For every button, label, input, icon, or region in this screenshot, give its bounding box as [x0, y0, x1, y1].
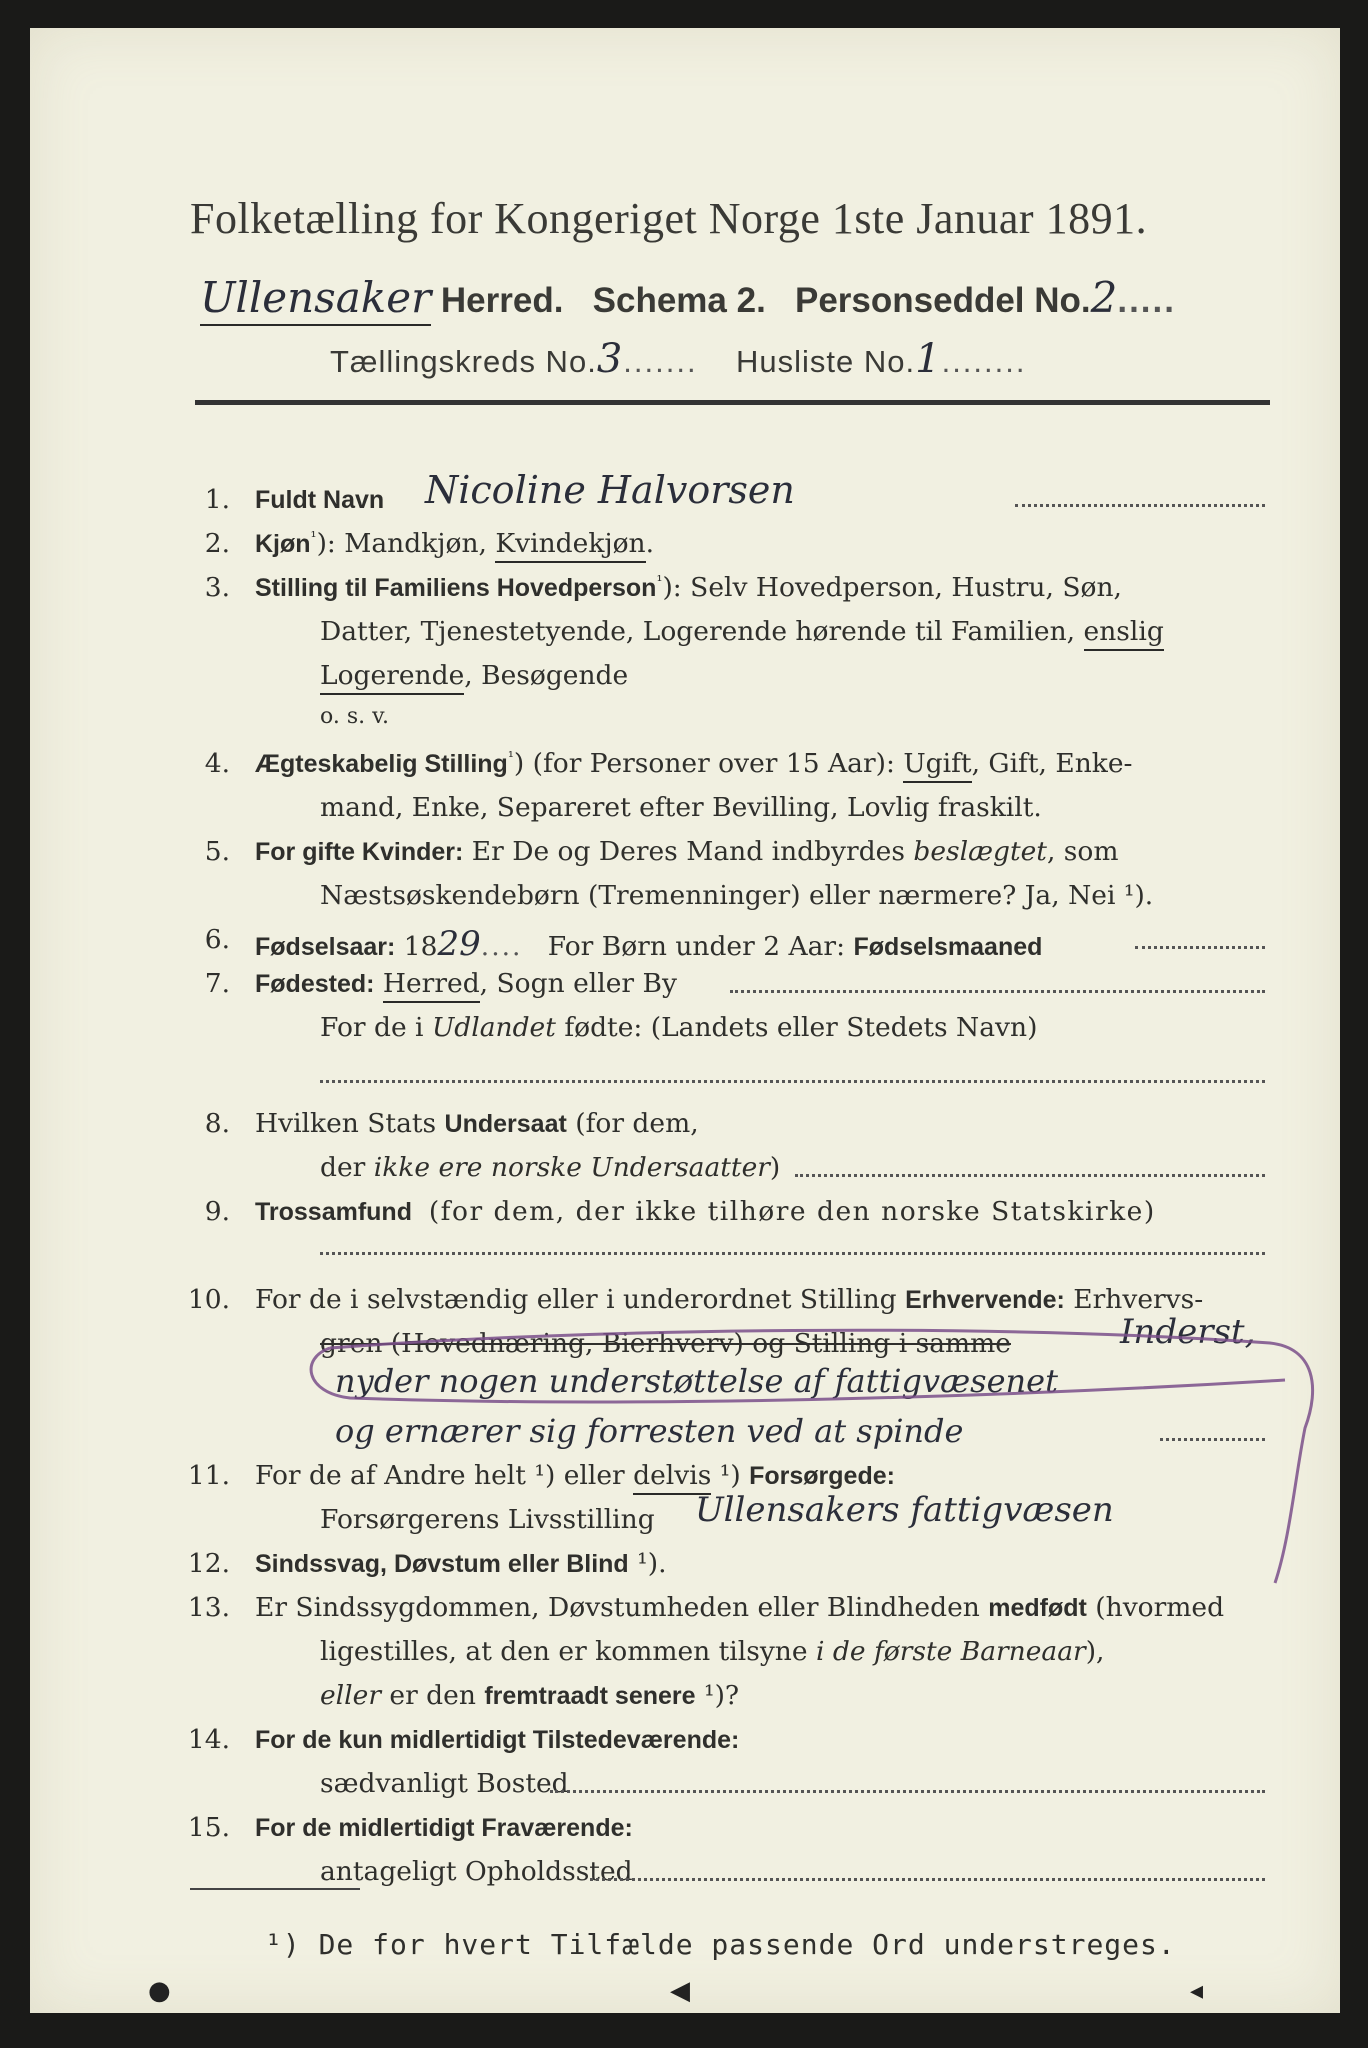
- birth-month-text: For Børn under 2 Aar:: [547, 931, 854, 962]
- item-full-name: [255, 484, 384, 515]
- herred-label: Herred.: [440, 281, 564, 320]
- item-number: 15.: [187, 1812, 230, 1843]
- label-religion: Trossamfund: [255, 1198, 412, 1226]
- footnote-mark: ¹: [310, 528, 317, 547]
- item-occupation: [255, 1284, 1203, 1315]
- disability-tail: ¹).: [628, 1548, 667, 1579]
- item-number: 3.: [204, 572, 230, 603]
- footnote: ¹) De for hvert Tilfælde passende Ord understreges.: [265, 1928, 1176, 1961]
- item-number: 10.: [187, 1284, 230, 1315]
- item-disability: [255, 1548, 667, 1579]
- marital-selected: Ugift: [903, 748, 971, 783]
- congenital-end2: ¹)?: [695, 1680, 740, 1711]
- label-later: fremtraadt senere: [484, 1682, 696, 1710]
- header-divider: [195, 400, 1270, 405]
- label-occupation: Erhvervende:: [905, 1286, 1065, 1314]
- usual-residence-label: sædvanligt Bosted: [320, 1768, 569, 1799]
- item-birth-year: Fødselsaar: 1829.... For Børn under 2 Aar: Fødselsmaaned: [255, 924, 1043, 964]
- item-number: 11.: [187, 1460, 230, 1491]
- item-number: 4.: [204, 748, 230, 779]
- item-birthplace: [255, 968, 677, 999]
- item-temporary-present: [255, 1724, 739, 1755]
- form-title: Folketælling for Kongeriget Norge 1ste Januar 1891.: [190, 194, 1148, 243]
- occupation-answer-2: nyder nogen understøttelse af fattigvæsenet: [335, 1362, 1058, 1400]
- supporter-label: Forsørgerens Livsstilling: [320, 1504, 655, 1535]
- sex-end: .: [645, 528, 655, 559]
- occupation-answer-1: Inderst,: [1120, 1312, 1256, 1352]
- married-women-text: Er De og Deres Mand indbyrdes: [463, 836, 914, 867]
- kreds-label: Tællingskreds No.: [330, 344, 597, 379]
- birthplace-selected: Herred: [383, 968, 480, 1003]
- congenital-text3: ligestilles, at den er kommen tilsyne: [320, 1636, 816, 1667]
- occupation-text3: gren (Hovednæring, Bierhverv) og Stilling i samme: [320, 1328, 1011, 1359]
- herred-name: Ullensaker: [200, 273, 431, 326]
- dotted-fill: [795, 1174, 1265, 1177]
- family-position-options: ): Selv Hovedperson, Hustru, Søn,: [662, 572, 1122, 603]
- herred-line: Ullensaker Herred. Schema 2. Personseddel No.2.....: [200, 273, 1176, 322]
- label-supported: Forsørgede:: [749, 1462, 895, 1490]
- citizenship-text3: der: [320, 1152, 374, 1183]
- item-family-position: [255, 572, 1122, 603]
- family-position-selected-b: Logerende: [320, 660, 464, 695]
- item-number: 9.: [204, 1196, 230, 1227]
- item-number: 12.: [187, 1548, 230, 1579]
- abroad-word: Udlandet: [431, 1012, 556, 1043]
- abroad-text2: fødte: (Landets eller Stedets Navn): [555, 1012, 1038, 1043]
- supported-text2: ¹): [711, 1460, 750, 1491]
- label-birthplace: Fødested:: [255, 970, 375, 998]
- married-women-text2: , som: [1046, 836, 1119, 867]
- corner-mark: ◂: [1190, 1976, 1204, 2006]
- label-temporary-absent: For de midlertidigt Fraværende:: [255, 1814, 633, 1842]
- sex-selected: Kvindekjøn: [495, 528, 645, 563]
- family-position-line2: [320, 616, 1164, 647]
- label-citizenship: Undersaat: [444, 1110, 567, 1138]
- item-number: 2.: [204, 528, 230, 559]
- probable-stay-label: antageligt Opholdssted: [320, 1856, 633, 1887]
- item-number: 13.: [187, 1592, 230, 1623]
- label-birth-month: Fødselsmaaned: [853, 933, 1043, 961]
- marital-intro: ) (for Personer over 15 Aar):: [513, 748, 904, 779]
- dotted-fill: [590, 1878, 1265, 1881]
- item-number: 1.: [204, 484, 230, 515]
- census-form-page: [30, 28, 1340, 2013]
- congenital-text4: er den: [380, 1680, 485, 1711]
- citizenship-italic: ikke ere norske Undersaatter: [373, 1152, 770, 1183]
- religion-text: (for dem, der ikke tilhøre den norske Statskirke): [428, 1196, 1156, 1227]
- marital-options: , Gift, Enke-: [971, 748, 1133, 779]
- family-position-selected-a: enslig: [1084, 616, 1164, 651]
- congenital-line2: [320, 1636, 1104, 1667]
- item-number: 7.: [204, 968, 230, 999]
- footnote-mark: ¹: [656, 572, 663, 591]
- label-marital-status: Ægteskabelig Stilling: [255, 750, 508, 778]
- label-married-women: For gifte Kvinder:: [255, 838, 464, 866]
- occupation-text2: Erhvervs-: [1064, 1284, 1204, 1315]
- family-position-etc: o. s. v.: [320, 704, 389, 729]
- dotted-fill: [320, 1080, 1265, 1083]
- dotted-fill: [1160, 1438, 1265, 1441]
- husliste-label: Husliste No.: [736, 344, 916, 379]
- birth-year-prefix: 18: [395, 931, 438, 962]
- footnote-mark: ¹: [507, 748, 514, 767]
- dotted-fill: [1135, 946, 1265, 949]
- citizenship-line2: [320, 1152, 780, 1183]
- item-marital-status: [255, 748, 1132, 779]
- congenital-line3: [320, 1680, 739, 1711]
- birthplace-line2: [320, 1012, 1037, 1043]
- congenital-italic: i de første Barneaar: [815, 1636, 1086, 1667]
- family-position-line3: [320, 660, 628, 691]
- label-family-position: Stilling til Familiens Hovedperson: [255, 574, 657, 602]
- abroad-text: For de i: [320, 1012, 432, 1043]
- label-sex: Kjøn: [255, 530, 311, 558]
- personseddel-label: Personseddel No.: [794, 281, 1091, 320]
- dotted-fill: [730, 990, 1265, 993]
- corner-mark: ●: [148, 1976, 171, 2006]
- married-women-line2: Næstsøskendebørn (Tremenninger) eller nærmere? Ja, Nei ¹).: [320, 880, 1154, 911]
- husliste-no: 1: [915, 336, 942, 382]
- dotted-fill: [550, 1790, 1265, 1793]
- item-citizenship: [255, 1108, 699, 1139]
- congenital-end: ),: [1085, 1636, 1105, 1667]
- footnote-divider: [190, 1888, 360, 1890]
- item-number: 8.: [204, 1108, 230, 1139]
- family-position-options2: Datter, Tjenestetyende, Logerende hørende til Familien,: [320, 616, 1084, 647]
- citizenship-text: Hvilken Stats: [255, 1108, 445, 1139]
- kreds-line: Tællingskreds No.3....... Husliste No.1........: [330, 336, 1027, 382]
- item-number: 6.: [204, 924, 230, 955]
- item-married-women: [255, 836, 1118, 867]
- item-number: 14.: [187, 1724, 230, 1755]
- item-religion: [255, 1196, 1156, 1227]
- supporter-answer: Ullensakers fattigvæsen: [695, 1490, 1114, 1530]
- dotted-fill: [320, 1252, 1265, 1255]
- label-temporary-present: For de kun midlertidigt Tilstedeværende:: [255, 1726, 740, 1754]
- family-position-options3: , Besøgende: [464, 660, 629, 691]
- item-temporary-absent: [255, 1812, 633, 1843]
- kreds-no: 3: [596, 336, 624, 382]
- item-supported: [255, 1460, 895, 1491]
- occupation-text: For de i selvstændig eller i underordnet Stilling: [255, 1284, 906, 1315]
- dotted-fill: [1015, 504, 1265, 507]
- item-number: 5.: [204, 836, 230, 867]
- congenital-text: Er Sindssygdommen, Døvstumheden eller Blindheden: [255, 1592, 989, 1623]
- answer-full-name: Nicoline Halvorsen: [425, 468, 795, 512]
- sex-options: ): Mandkjøn,: [316, 528, 496, 559]
- occupation-line2: [320, 1328, 1011, 1359]
- supported-text: For de af Andre helt ¹) eller: [255, 1460, 634, 1491]
- label-birth-year: Fødselsaar:: [255, 933, 396, 961]
- schema-label: Schema 2.: [592, 281, 766, 320]
- congenital-text2: (hvormed: [1086, 1592, 1225, 1623]
- item-congenital: [255, 1592, 1224, 1623]
- label-congenital: medfødt: [988, 1594, 1087, 1622]
- married-women-related: beslægtet: [913, 836, 1047, 867]
- birth-year-answer: 29: [437, 924, 481, 964]
- marital-options-line2: mand, Enke, Separeret efter Bevilling, Lovlig fraskilt.: [320, 792, 1042, 823]
- label-disability: Sindssvag, Døvstum eller Blind: [255, 1550, 629, 1578]
- center-mark: ◀: [670, 1976, 690, 2006]
- congenital-or: eller: [320, 1680, 381, 1711]
- citizenship-text2: (for dem,: [566, 1108, 699, 1139]
- birthplace-options: , Sogn eller By: [479, 968, 677, 999]
- label-full-name: Fuldt Navn: [255, 486, 385, 514]
- personseddel-no: 2: [1090, 273, 1118, 322]
- supported-selected: delvis: [633, 1460, 711, 1495]
- item-sex: [255, 528, 654, 559]
- occupation-answer-3: og ernærer sig forresten ved at spinde: [335, 1412, 964, 1450]
- citizenship-end: ): [769, 1152, 781, 1183]
